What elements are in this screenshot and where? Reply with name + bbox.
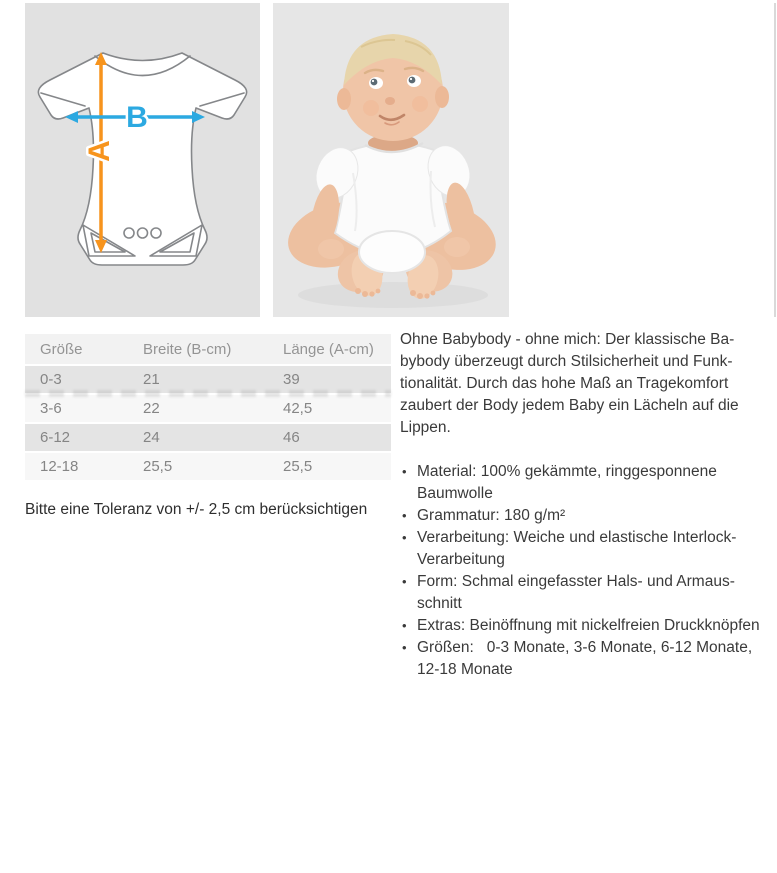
table-cell: 3-6 xyxy=(25,394,143,423)
table-cell: 42,5 xyxy=(283,394,391,423)
feature-item: • Material: 100% gekämmte, ringgesponnene Baumwolle xyxy=(400,461,760,505)
size-table xyxy=(25,334,391,480)
column-header: Breite (B-cm) xyxy=(143,334,283,365)
baby-ear-left xyxy=(337,88,351,110)
feature-item: • Größen: 0-3 Monate, 3-6 Monate, 6-12 Monate, 12-18 Monate xyxy=(400,637,760,681)
baby-photo xyxy=(273,3,509,317)
table-row xyxy=(25,423,391,452)
table-cell: 39 xyxy=(283,365,391,394)
table-cell: 6-12 xyxy=(25,423,143,452)
feature-item: • Form: Schmal eingefasster Hals- und Armausschnitt xyxy=(400,571,760,615)
size-table-header-row xyxy=(25,334,391,365)
size-table-wrap xyxy=(25,334,391,480)
feature-list xyxy=(400,461,760,681)
table-cell: 21 xyxy=(143,365,283,394)
table-cell: 0-3 xyxy=(25,365,143,394)
column-header: Größe xyxy=(25,334,143,365)
ghost-text-artifact xyxy=(25,390,391,397)
baby-ear-right xyxy=(435,86,449,108)
label-b: B xyxy=(126,100,148,134)
baby-hand-left xyxy=(318,239,344,259)
table-row xyxy=(25,394,391,423)
table-cell: 25,5 xyxy=(283,452,391,480)
feature-item: • Extras: Beinöffnung mit nickelfreien Druckknöpfen xyxy=(400,615,760,637)
bodysuit-diagram xyxy=(25,3,260,317)
size-diagram-panel xyxy=(25,3,260,317)
baby-hand-right xyxy=(444,237,470,257)
table-cell: 22 xyxy=(143,394,283,423)
diaper xyxy=(359,231,425,273)
size-table-body xyxy=(25,365,391,480)
label-a: A xyxy=(82,140,116,162)
column-header: Länge (A-cm) xyxy=(283,334,391,365)
cropped-panel-edge xyxy=(774,3,776,317)
table-cell: 46 xyxy=(283,423,391,452)
table-row xyxy=(25,452,391,480)
bodysuit-outline xyxy=(38,53,246,265)
snap-buttons xyxy=(124,228,161,238)
feature-item: • Verarbeitung: Weiche und elastische Interlock-Verarbeitung xyxy=(400,527,760,571)
description-intro: Ohne Babybody - ohne mich: Der klassische Babybody überzeugt durch Stilsicherheit und Funktionalität. Durch das hohe Maß an Tragekomfort zaubert der Body jedem Baby ein Lächeln auf die Lippen. xyxy=(400,331,739,436)
floor-shadow xyxy=(298,282,488,308)
tolerance-note: Bitte eine Toleranz von +/- 2,5 cm berücksichtigen xyxy=(25,501,368,518)
table-cell: 25,5 xyxy=(143,452,283,480)
product-photo-panel xyxy=(273,3,509,317)
table-cell: 12-18 xyxy=(25,452,143,480)
table-cell: 24 xyxy=(143,423,283,452)
product-description xyxy=(400,329,760,681)
feature-item: • Grammatur: 180 g/m² xyxy=(400,505,760,527)
